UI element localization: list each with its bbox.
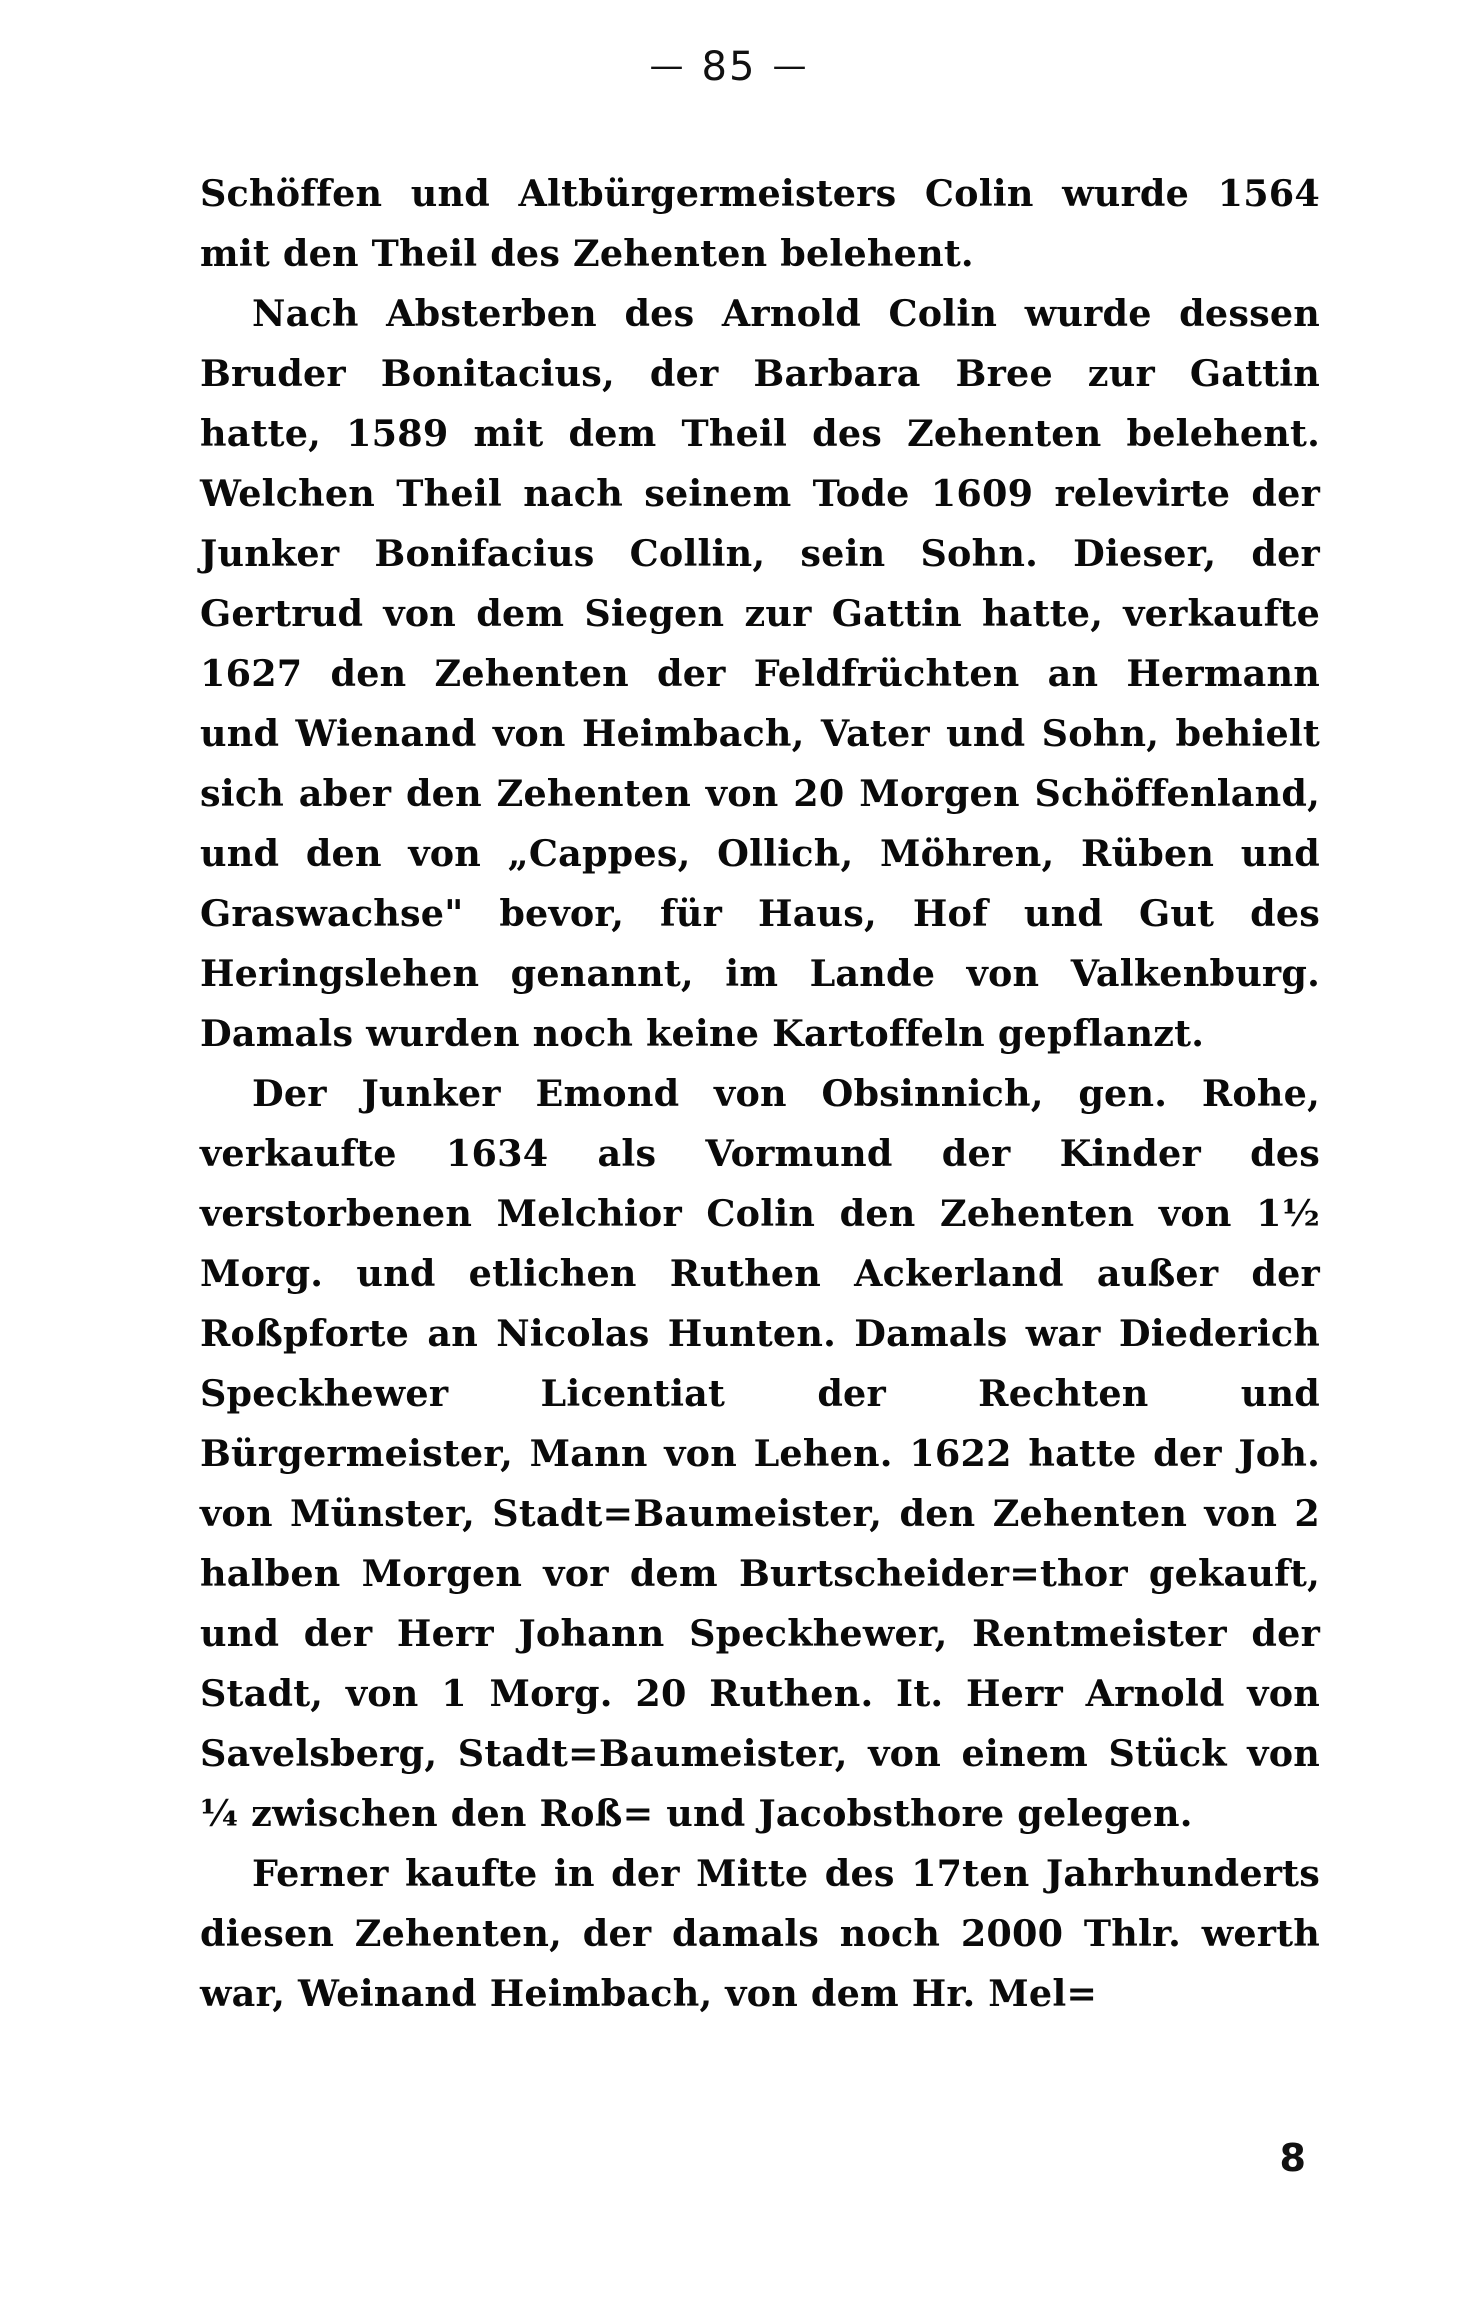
header-dash-left: — (649, 46, 686, 86)
page-header (0, 0, 1458, 104)
signature-mark: 8 (1279, 2136, 1306, 2180)
paragraph: Nach Absterben des Arnold Colin wurde dessen Bruder Bonitacius, der Barbara Bree zur Gattin hatte, 1589 mit dem Theil des Zehenten belehent. Welchen Theil nach seinem Tode 1609 relevirte der Junker Bonifacius Collin, sein Sohn. Dieser, der Gertrud von dem Siegen zur Gattin hatte, verkaufte 1627 den Zehenten der Feldfrüchten an Hermann und Wienand von Heimbach, Vater und Sohn, behielt sich aber den Zehenten von 20 Morgen Schöffenland, und den von „Cappes, Ollich, Möhren, Rüben und Graswachse" bevor, für Haus, Hof und Gut des Heringslehen genannt, im Lande von Valkenburg. Damals wurden noch keine Kartoffeln gepflanzt. (200, 292, 1320, 1055)
page-body (200, 164, 1320, 2024)
paragraph: Der Junker Emond von Obsinnich, gen. Rohe, verkaufte 1634 als Vormund der Kinder des verstorbenen Melchior Colin den Zehenten von 1½ Morg. und etlichen Ruthen Ackerland außer der Roßpforte an Nicolas Hunten. Damals war Diederich Speckhewer Licentiat der Rechten und Bürgermeister, Mann von Lehen. 1622 hatte der Joh. von Münster, Stadt=Baumeister, den Zehenten von 2 halben Morgen vor dem Burtscheider=thor gekauft, und der Herr Johann Speckhewer, Rentmeister der Stadt, von 1 Morg. 20 Ruthen. It. Herr Arnold von Savelsberg, Stadt=Baumeister, von einem Stück von ¼ zwischen den Roß= und Jacobsthore gelegen. (200, 1072, 1320, 1835)
header-dash-right: — (772, 46, 809, 86)
paragraph: Ferner kaufte in der Mitte des 17ten Jahrhunderts diesen Zehenten, der damals noch 2000 Thlr. werth war, Weinand Heimbach, von dem Hr. Mel= (200, 1852, 1320, 2015)
paragraph: Schöffen und Altbürgermeisters Colin wurde 1564 mit den Theil des Zehenten belehent. (200, 172, 1320, 275)
page-number: 85 (701, 44, 757, 90)
